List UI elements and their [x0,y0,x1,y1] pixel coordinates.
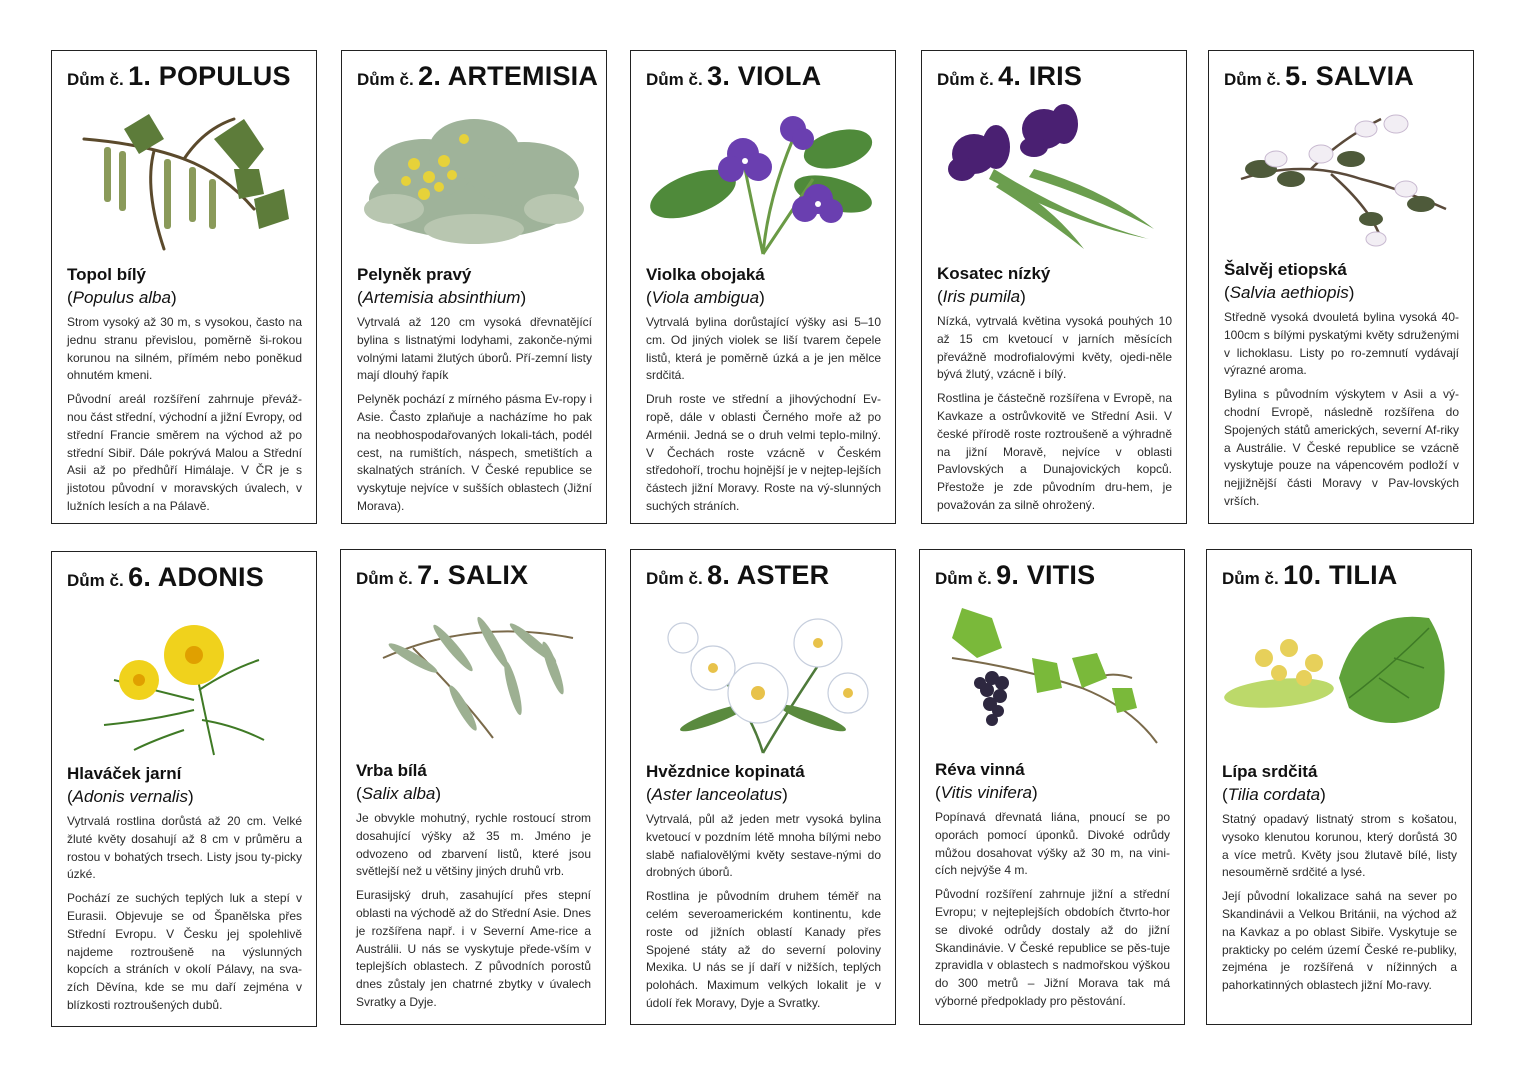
common-name: Šalvěj etiopská [1224,260,1347,279]
common-name: Kosatec nízký [937,264,1051,283]
description-paragraph: Je obvykle mohutný, rychle rostoucí strom dosahující výšky až 35 m. Jméno je odvozeno od zbarvení listů, které jsou světlejší než u většiny jiných druhů vrb. [356,811,591,879]
latin-name: (Populus alba) [67,288,177,307]
plant-card [1206,549,1472,1025]
house-title: 3. VIOLA [707,61,822,91]
latin-name: (Iris pumila) [937,287,1026,306]
house-prefix: Dům č. [357,70,414,89]
house-prefix: Dům č. [646,569,703,588]
card-heading [646,560,829,591]
card-heading [67,562,264,593]
house-prefix: Dům č. [67,70,124,89]
house-title: 9. VITIS [996,560,1096,590]
latin-name-text: Iris pumila [942,287,1021,306]
plant-illustration [934,99,1174,257]
latin-name-text: Tilia cordata [1227,785,1321,804]
description-paragraph: Pelyněk pochází z mírného pásma Ev-ropy i Asie. Často zplaňuje a nacházíme ho pak na neobhospodařovaných lokali-tách, podél cest, na rumištích, náspech, smetištích a skalnatých stráních. V České republice se vyskytuje nejvíce v sušších oblastech (Jižní Morava). [357,392,592,513]
description-paragraph: Popínavá dřevnatá liána, pnoucí se po oporách pomocí úponků. Divoké odrůdy můžou dosahovat výšky až 30 m, na vini-cích nejvýše 4 m. [935,810,1170,878]
card-heading [935,560,1095,591]
plant-card [919,549,1185,1025]
plant-card [1208,50,1474,524]
description-paragraph: Pochází ze suchých teplých luk a stepí v Eurasii. Objevuje se od Španělska přes Střední Evropu. V Česku jej spolehlivě najdeme roztroušeně na výslunných kopcích a stráních v okolí Pálavy, na sva-zích Děvína, kde se mu daří zejména v blízkosti roztroušených dubů. [67,891,302,1012]
description-paragraph: Eurasijský druh, zasahující přes stepní oblasti na východě až do Střední Asie. Dnes je rozšířena např. i v Severní Ame-rice a Austrálii. U nás se vyskytuje přede-vším v teplejších oblastech. Z původních porostů dnes zůstaly jen chatrné zbytky v úvalech Svratky a Dyje. [356,888,591,1009]
common-name: Pelyněk pravý [357,265,472,284]
plant-card [630,50,896,524]
latin-name-text: Vitis vinifera [940,783,1033,802]
house-title: 7. SALIX [417,560,529,590]
description-paragraph: Rostlina je částečně rozšířena v Evropě, na Kavkaze a ostrůvkovitě ve Střední Asii. V české přírodě roste roztroušeně a výhradně na jižní Moravě, nejvíce v oblasti Pavlovských a Dunajovických kopců. Přestože je zde původním dru-hem, je považován za silně ohrožený. [937,391,1172,512]
plant-description [646,761,881,1019]
latin-name-text: Artemisia absinthium [362,288,521,307]
description-paragraph: Její původní lokalizace sahá na sever po Skandinávii a Velkou Británii, na východ až na Kavkaz a po oblast Sibiře. Vyskytuje se prakticky po celém území České re-publiky, zejména je rozšířená v nížinných a pahorkatinných oblastech jižní Mo-ravy. [1222,889,1457,993]
plant-illustration [64,99,304,257]
description-paragraph: Původní areál rozšíření zahrnuje převáž-nou část střední, východní a jižní Evropy, od střední Francie směrem na východ až po střední Sibiř. Dále pokrývá Malou a Střední Asii až po předhůří Himálaje. V ČR je s jistotou původní v moravských úvalech, v lužních lesích a na Pálavě. [67,392,302,513]
common-name: Lípa srdčitá [1222,762,1318,781]
latin-name: (Artemisia absinthium) [357,288,527,307]
plant-card [921,50,1187,524]
latin-name: (Aster lanceolatus) [646,785,788,804]
plant-description [356,760,591,1018]
house-prefix: Dům č. [646,70,703,89]
description-paragraph: Středně vysoká dvouletá bylina vysoká 40-100cm s bílými pyskatými květy sdruženými v lichoklasu. Listy po ro-zemnutí vydávají výrazné aroma. [1224,310,1459,378]
description-paragraph: Nízká, vytrvalá květina vysoká pouhých 10 až 15 cm kvetoucí v jarních měsících převážně modrofialovými květy, ojedi-něle bývá žlutý, vzácně i bílý. [937,314,1172,382]
description-paragraph: Vytrvalá, půl až jeden metr vysoká bylina kvetoucí v pozdním létě mnoha bílými nebo slabě nafialovělými květy sestave-nými do drobných úborů. [646,812,881,880]
plant-illustration [1219,598,1459,756]
house-title: 4. IRIS [998,61,1083,91]
common-name: Topol bílý [67,265,147,284]
description-paragraph: Bylina s původním výskytem v Asii a vý-chodní Evropě, následně rozšířena do Spojených států amerických, severní Af-riky a Austrálie. V České republice se vzácně vyskytuje pouze na vápencovém podloží v nejjižnější části Moravy v Pav-lovských vrších. [1224,387,1459,508]
plant-description [357,264,592,522]
common-name: Vrba bílá [356,761,427,780]
card-heading [357,61,598,92]
latin-name: (Vitis vinifera) [935,783,1038,802]
house-prefix: Dům č. [67,571,124,590]
latin-name-text: Salix alba [361,784,436,803]
latin-name: (Tilia cordata) [1222,785,1326,804]
latin-name-text: Adonis vernalis [72,787,188,806]
card-heading [646,61,821,92]
plant-card [341,50,607,524]
house-title: 8. ASTER [707,560,830,590]
card-heading [1222,560,1397,591]
description-paragraph: Vytrvalá rostlina dorůstá až 20 cm. Velké žluté květy dosahují až 8 cm v průměru a rostou v bohatých trsech. Listy jsou ty-picky úzké. [67,814,302,882]
description-paragraph: Vytrvalá až 120 cm vysoká dřevnatějící bylina s listnatými lodyhami, zakonče-nými volnými latami žlutých úborů. Pří-zemní listy mají dlouhý řapík [357,315,592,383]
plant-illustration [354,99,594,257]
plant-card [51,50,317,524]
house-prefix: Dům č. [937,70,994,89]
house-title: 6. ADONIS [128,562,264,592]
house-title: 2. ARTEMISIA [418,61,599,91]
plant-card [340,549,606,1025]
house-title: 10. TILIA [1283,560,1398,590]
description-paragraph: Rostlina je původním druhem téměř na celém severoamerickém kontinentu, kde roste od jižních oblastí Kanady přes Spojené státy až do severní poloviny Mexika. U nás se jí daří v nižších, teplých polohách. Maximum velkých lokalit je v údolí řek Moravy, Dyje a Svratky. [646,889,881,1010]
common-name: Hvězdnice kopinatá [646,762,805,781]
plant-description [935,759,1170,1017]
plant-illustration [353,598,593,756]
latin-name-text: Salvia aethiopis [1229,283,1349,302]
house-prefix: Dům č. [935,569,992,588]
latin-name: (Salix alba) [356,784,442,803]
house-prefix: Dům č. [1224,70,1281,89]
latin-name: (Salvia aethiopis) [1224,283,1355,302]
description-paragraph: Vytrvalá bylina dorůstající výšky asi 5–10 cm. Od jiných violek se liší tvarem čepele listů, která je poměrně úzká a je jen mělce srdčitá. [646,315,881,383]
plant-description [1224,259,1459,517]
plant-illustration [932,598,1172,756]
card-heading [67,61,291,92]
description-paragraph: Statný opadavý listnatý strom s košatou, vysoko klenutou korunou, který dorůstá 30 a více metrů. Květy jsou žlutavě bílé, listy nesouměrně srdčité a lysé. [1222,812,1457,880]
house-prefix: Dům č. [356,569,413,588]
house-title: 5. SALVIA [1285,61,1414,91]
latin-name-text: Aster lanceolatus [651,785,783,804]
description-paragraph: Původní rozšíření zahrnuje jižní a střední Evropu; v nejteplejších obdobích čtvrto-hor se divoké odrůdy dostaly až do jižní Skandinávie. V České republice se pěs-tuje zpravidla v oblastech s nadmořskou výškou do 300 metrů – Jižní Morava tak má výborné předpoklady pro pěstování. [935,887,1170,1008]
plant-description [937,263,1172,521]
description-paragraph: Druh roste ve střední a jihovýchodní Ev-ropě, dále v oblasti Černého moře až po Arménii. Jedná se o druh velmi teplo-milný. V Čechách roste vzácně v Českém středohoří, trochu hojnější je v nejtep-lejších částech jižní Moravy. Roste na vý-slunných suchých stráních. [646,392,881,513]
plant-description [1222,761,1457,1001]
plant-card [51,551,317,1027]
plant-illustration [64,600,304,758]
card-heading [937,61,1082,92]
card-heading [356,560,528,591]
plant-description [67,264,302,522]
latin-name: (Adonis vernalis) [67,787,194,806]
house-title: 1. POPULUS [128,61,291,91]
common-name: Violka obojaká [646,265,765,284]
latin-name-text: Populus alba [72,288,171,307]
plant-description [67,763,302,1021]
plant-description [646,264,881,522]
description-paragraph: Strom vysoký až 30 m, s vysokou, často na jednu stranu převislou, poměrně ši-rokou korunou na silném, přímém nebo poněkud ohnutém kmeni. [67,315,302,383]
common-name: Hlaváček jarní [67,764,182,783]
plant-illustration [643,598,883,756]
latin-name-text: Viola ambigua [651,288,760,307]
latin-name: (Viola ambigua) [646,288,765,307]
plant-illustration [643,99,883,257]
plant-card [630,549,896,1025]
house-prefix: Dům č. [1222,569,1279,588]
common-name: Réva vinná [935,760,1025,779]
plant-illustration [1221,99,1461,257]
card-heading [1224,61,1414,92]
